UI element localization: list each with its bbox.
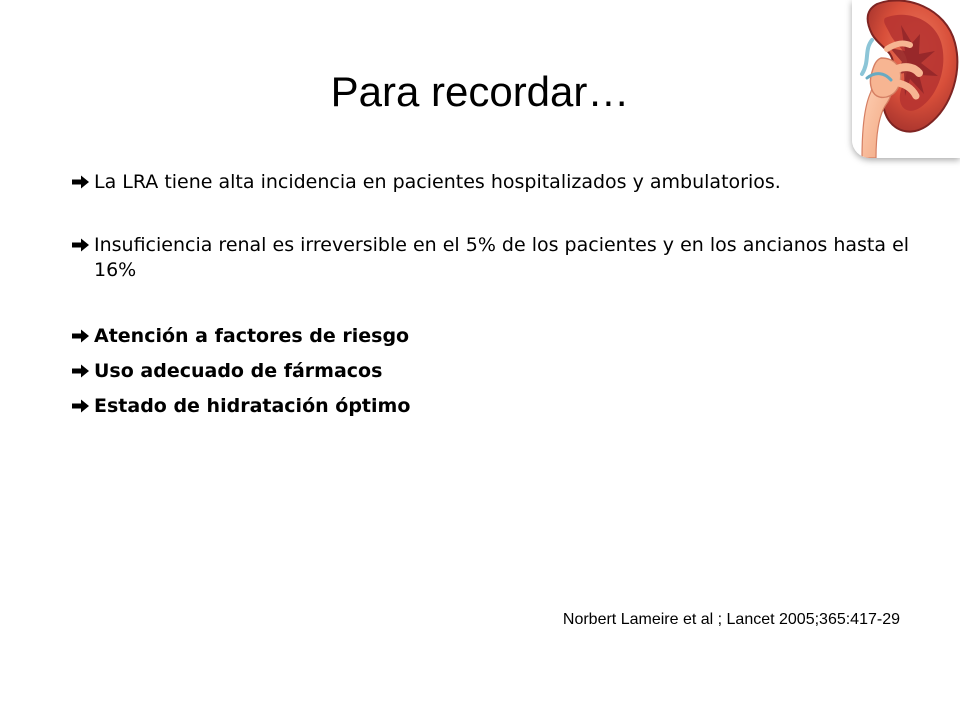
bullet-text: Uso adecuado de fármacos	[94, 360, 383, 382]
right-arrow-bullet-icon	[72, 174, 90, 190]
right-arrow-bullet-icon	[72, 328, 90, 344]
bullet-text: La LRA tiene alta incidencia en pacientes hospitalizados y ambulatorios.	[94, 171, 781, 193]
right-arrow-bullet-icon	[72, 363, 90, 379]
bullet-text: Insuficiencia renal es irreversible en el 5% de los pacientes y en los ancianos hasta el 16%	[94, 234, 910, 281]
right-arrow-bullet-icon	[72, 237, 90, 253]
kidney-cross-section-icon	[852, 0, 960, 158]
bullet-text: Atención a factores de riesgo	[94, 325, 410, 347]
bullet-item	[72, 233, 912, 283]
citation: Norbert Lameire et al ; Lancet 2005;365:417-29	[562, 611, 900, 628]
bullet-text: Estado de hidratación óptimo	[94, 395, 411, 417]
slide-title: Para recordar…	[330, 68, 630, 115]
right-arrow-bullet-icon	[72, 398, 90, 414]
bullet-item	[72, 391, 912, 422]
bullet-list	[72, 170, 912, 426]
kidney-illustration	[852, 0, 960, 158]
bullet-item	[72, 356, 912, 387]
bullet-item	[72, 321, 912, 352]
bullet-item	[72, 170, 912, 195]
